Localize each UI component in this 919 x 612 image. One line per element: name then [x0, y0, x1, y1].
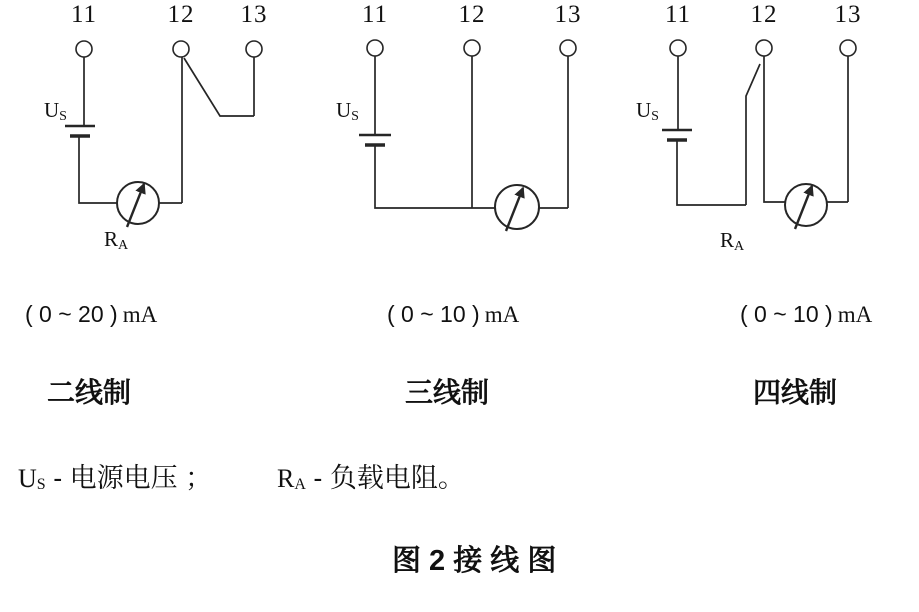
terminal-circle-11: [76, 41, 92, 57]
meter-symbol: [785, 184, 827, 229]
current-range-label: [25, 302, 157, 327]
symbol-base: R: [104, 227, 119, 251]
meter-symbol: [495, 185, 539, 231]
legend-source: [18, 463, 212, 494]
legend-source-desc: - 电源电压 ；: [45, 463, 213, 493]
symbol-base: U: [44, 98, 60, 122]
wire: [746, 64, 760, 205]
supply-voltage-label: [44, 98, 67, 124]
symbol-base: U: [636, 98, 652, 122]
terminal-label-12: 12: [750, 1, 778, 28]
two-wire-circuit: [65, 41, 262, 227]
wire: [677, 140, 746, 205]
legend-load: [277, 463, 465, 494]
current-range-label: [740, 302, 872, 327]
terminal-label-11: 11: [664, 1, 692, 28]
wire: [764, 56, 785, 202]
terminal-circle-11: [367, 40, 383, 56]
terminal-circle-12: [173, 41, 189, 57]
terminal-label-13: 13: [240, 1, 268, 28]
meter-symbol: [117, 182, 159, 227]
battery-symbol: [65, 126, 95, 136]
range-value: ( 0 ~ 10 ): [740, 301, 833, 327]
range-value: ( 0 ~ 10 ): [387, 301, 480, 327]
terminal-label-12: 12: [458, 1, 486, 28]
symbol-base: U: [336, 98, 352, 122]
wiring-type-label-three-wire: 三线制: [405, 377, 490, 408]
terminal-circle-13: [246, 41, 262, 57]
wiring-type-label-four-wire: 四线制: [753, 377, 838, 408]
current-range-label: [387, 302, 519, 327]
range-unit: mA: [484, 302, 520, 327]
four-wire-circuit: [662, 40, 856, 229]
range-value: ( 0 ~ 20 ): [25, 301, 118, 327]
supply-voltage-label: [636, 98, 659, 124]
wire: [79, 136, 117, 203]
terminal-circle-12: [756, 40, 772, 56]
symbol-base: R: [277, 464, 295, 493]
terminal-label-11: 11: [361, 1, 389, 28]
load-resistor-label: [720, 228, 745, 254]
symbol-sub: S: [36, 476, 46, 493]
symbol-sub: S: [651, 109, 659, 124]
symbol-sub: S: [351, 109, 359, 124]
symbol-sub: A: [118, 238, 129, 253]
legend-load-desc: - 负载电阻。: [305, 463, 465, 493]
supply-voltage-label: [336, 98, 359, 124]
terminal-circle-12: [464, 40, 480, 56]
symbol-sub: A: [734, 239, 745, 254]
terminal-label-12: 12: [167, 1, 195, 28]
wire: [375, 145, 495, 208]
terminal-circle-13: [560, 40, 576, 56]
battery-symbol: [662, 130, 692, 140]
terminal-label-11: 11: [70, 1, 98, 28]
terminal-label-13: 13: [554, 1, 582, 28]
symbol-sub: A: [294, 476, 306, 493]
range-unit: mA: [122, 302, 158, 327]
three-wire-circuit: [359, 40, 576, 231]
terminal-label-13: 13: [834, 1, 862, 28]
battery-symbol: [359, 135, 391, 145]
symbol-base: R: [720, 228, 735, 252]
symbol-sub: S: [59, 109, 67, 124]
range-unit: mA: [837, 302, 873, 327]
terminal-circle-13: [840, 40, 856, 56]
figure-caption: 图 2 接 线 图: [392, 545, 557, 577]
symbol-base: U: [18, 464, 37, 493]
jumper-wire: [184, 58, 254, 116]
wiring-type-label-two-wire: 二线制: [47, 377, 132, 408]
load-resistor-label: [104, 227, 129, 253]
terminal-circle-11: [670, 40, 686, 56]
